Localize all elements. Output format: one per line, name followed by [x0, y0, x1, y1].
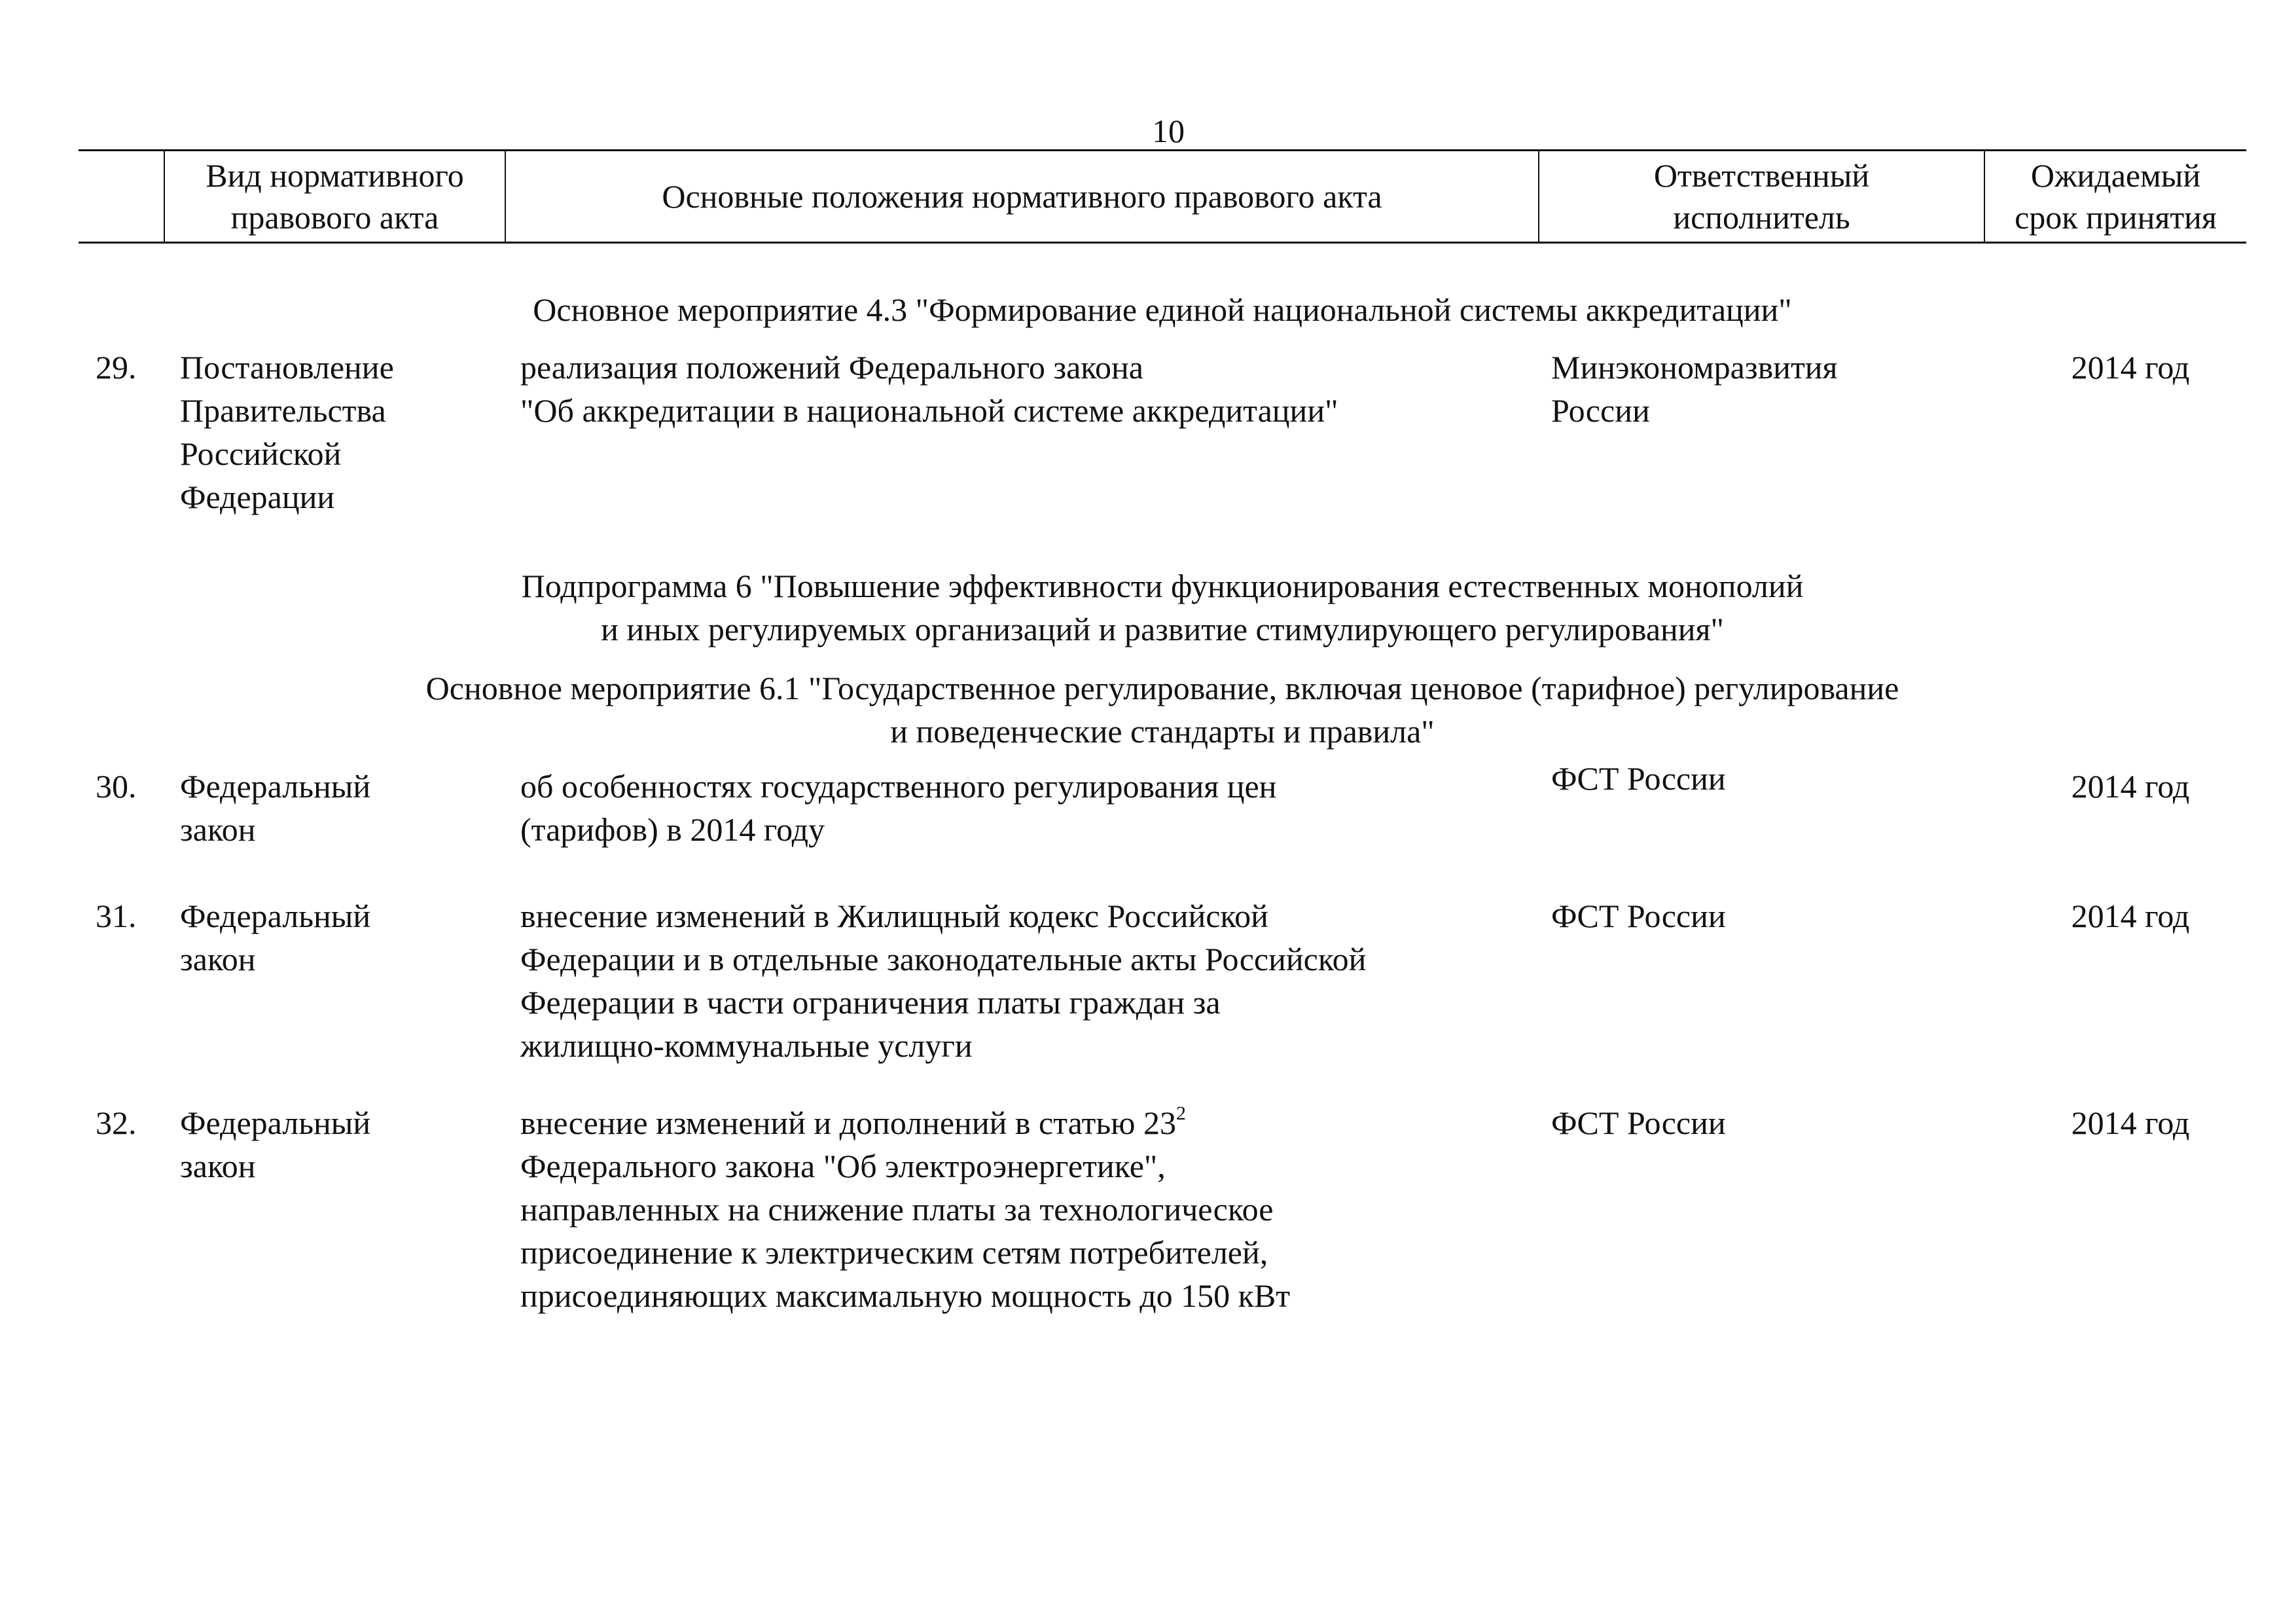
header-content	[506, 151, 1538, 242]
row-executor: ФСТ России	[1551, 898, 1726, 934]
section-title-4-3: Основное мероприятие 4.3 "Формирование единой национальной системы аккредитации"	[533, 291, 1792, 328]
header-term-line: Ожидаемый	[2030, 157, 2201, 194]
header-term-line: срок принятия	[2015, 199, 2217, 236]
page-number: 10	[1152, 113, 1185, 149]
subprogram-6-title: Подпрограмма 6 "Повышение эффективности функционирования естественных монополий и иных регулируемых организаций и развитие стимулирующего регулирования"	[521, 568, 1804, 647]
row-number: 29.	[96, 349, 137, 386]
header-kind-line: Вид нормативного	[206, 157, 464, 194]
header-kind-line: правового акта	[230, 199, 439, 236]
row-executor: ФСТ России	[1551, 1104, 1726, 1141]
header-term	[1985, 151, 2246, 242]
row-kind: Федеральный закон	[180, 1104, 371, 1184]
row-executor: Минэкономразвития России	[1551, 349, 1838, 429]
row-content: внесение изменений в Жилищный кодекс Российской Федерации и в отдельные законодательные акты Российской Федерации в части ограничения платы граждан за жилищно-коммунальные услуги	[520, 898, 1367, 1064]
header-kind	[165, 151, 505, 242]
header-content-label: Основные положения нормативного правового акта	[662, 178, 1382, 215]
row-term: 2014 год	[2071, 768, 2190, 805]
table-header	[79, 149, 2246, 244]
row-content: внесение изменений и дополнений в статью $23^2$ Федерального закона "Об электроэнергетике", направленных на снижение платы за технологическое присоединение к электрическим сетям потребителей, присоединяющих максимальную мощность до 150 кВт	[520, 1103, 1291, 1314]
row-executor: ФСТ России	[1551, 760, 1726, 797]
row-term: 2014 год	[2071, 898, 2190, 934]
row-term: 2014 год	[2071, 349, 2190, 386]
row-number: 31.	[96, 898, 137, 934]
header-executor-line: Ответственный	[1653, 157, 1870, 194]
section-title-6-1: Основное мероприятие 6.1 "Государственное регулирование, включая ценовое (тарифное) регулирование и поведенческие стандарты и правила"	[425, 670, 1899, 750]
header-executor-line: исполнитель	[1673, 199, 1850, 236]
row-kind: Федеральный закон	[180, 768, 371, 848]
header-executor	[1539, 151, 1984, 242]
row-kind: Федеральный закон	[180, 898, 371, 977]
row-kind: Постановление Правительства Российской Федерации	[180, 349, 394, 515]
row-number: 30.	[96, 768, 137, 805]
row-content: об особенностях государственного регулирования цен (тарифов) в 2014 году	[520, 768, 1277, 848]
row-term: 2014 год	[2071, 1104, 2190, 1141]
superscript: 2	[1176, 1103, 1187, 1124]
row-number: 32.	[96, 1104, 137, 1141]
row-content: реализация положений Федерального закона "Об аккредитации в национальной системе аккредитации"	[520, 349, 1338, 429]
